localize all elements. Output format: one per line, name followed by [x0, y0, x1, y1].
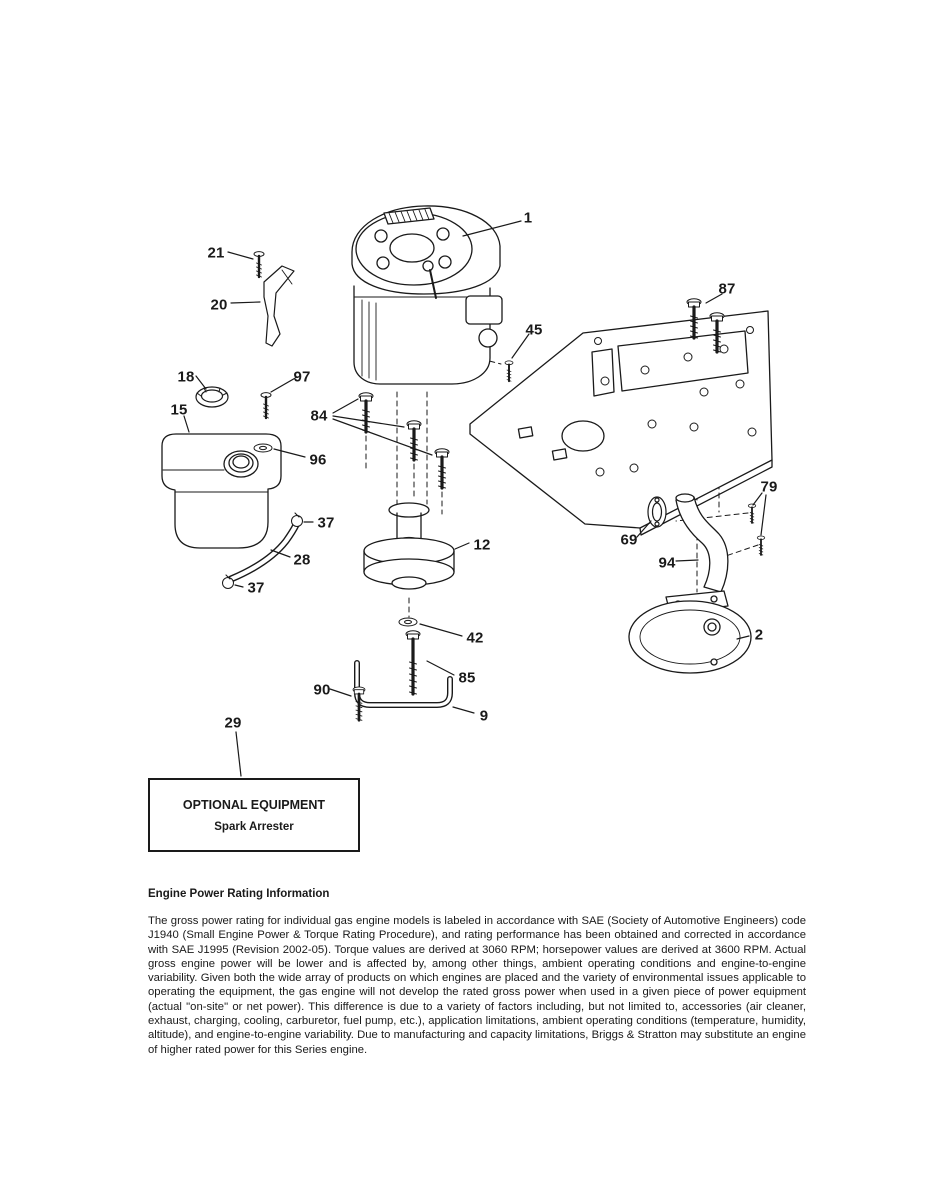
- part-callout-18: 18: [177, 368, 195, 386]
- part-callout-90: 90: [313, 681, 331, 699]
- part-callout-79: 79: [760, 478, 778, 496]
- part-callout-87: 87: [718, 280, 736, 298]
- part-callout-9: 9: [479, 707, 489, 725]
- part-callout-94: 94: [658, 554, 676, 572]
- part-callout-28: 28: [293, 551, 311, 569]
- engine-illustration: [352, 206, 502, 384]
- part-callout-96: 96: [309, 451, 327, 469]
- optional-equipment-title: OPTIONAL EQUIPMENT: [182, 797, 326, 812]
- info-heading: Engine Power Rating Information: [148, 888, 330, 900]
- part-callout-84: 84: [310, 407, 328, 425]
- screw-79-b: [757, 536, 765, 555]
- throttle-control-illustration: [264, 266, 294, 346]
- part-callout-97: 97: [293, 368, 311, 386]
- engine-power-rating-section: [148, 888, 806, 1057]
- washer-42: [399, 618, 417, 626]
- part-callout-69: 69: [620, 531, 638, 549]
- part-callout-15: 15: [170, 401, 188, 419]
- part-callout-12: 12: [473, 536, 491, 554]
- optional-equipment-item: Spark Arrester: [214, 820, 294, 833]
- part-callout-29: 29: [224, 714, 242, 732]
- engine-bolt-c: [435, 449, 449, 488]
- screw-21: [254, 252, 264, 277]
- muffler-illustration: [629, 591, 751, 673]
- engine-bolt-b: [407, 421, 421, 460]
- part-callout-37-b: 37: [247, 579, 265, 597]
- part-callout-42: 42: [466, 629, 484, 647]
- fuel-cap-illustration: [196, 387, 228, 407]
- exhaust-pipe-illustration: [676, 494, 728, 592]
- pulley-illustration: [364, 503, 454, 589]
- part-callout-85: 85: [458, 669, 476, 687]
- part-callout-1: 1: [523, 209, 533, 227]
- washer-96: [254, 444, 272, 452]
- guard-rod-illustration: [357, 663, 450, 705]
- part-callout-45: 45: [525, 321, 543, 339]
- info-body: The gross power rating for individual gas engine models is labeled in accordance with SAE (Society of Automotive Engineers) code J1940 (Small Engine Power & Torque Rating Procedure), and rating performance has been obtained and corrected in accordance with SAE J1995 (Revision 2002-05). Torque values are derived at 3060 RPM; horsepower values are derived at 3600 RPM. Actual gross engine power will be lower and is affected by, among other things, ambient operating conditions and engine-to-engine variability. Given both the wide array of products on which engines are placed and the variety of environmental issues applicable to operating the equipment, the gas engine will not develop the rated gross power when used in a given piece of power equipment (actual "on-site" or net power). This difference is due to a variety of factors including, but not limited to, accessories (air cleaner, exhaust, charging, cooling, carburetor, fuel pump, etc.), application limitations, ambient operating conditions (temperature, humidity, altitude), and engine-to-engine variability. Due to manufacturing and capacity limitations, Briggs & Stratton may substitute an engine of higher rated power for this Series engine.: [148, 915, 806, 1056]
- engine-bolt-a: [359, 393, 373, 432]
- screw-79-a: [748, 504, 756, 523]
- optional-equipment-box: [148, 778, 360, 852]
- bolt-85: [406, 631, 420, 694]
- part-callout-37-a: 37: [317, 514, 335, 532]
- screw-97: [261, 393, 271, 418]
- hose-clamp-upper: [292, 513, 303, 527]
- part-callout-20: 20: [210, 296, 228, 314]
- bolt-45: [505, 361, 513, 381]
- chassis-plate-illustration: [470, 311, 772, 535]
- exhaust-flange-illustration: [648, 497, 666, 527]
- dipstick-handle: [423, 261, 433, 271]
- part-callout-21: 21: [207, 244, 225, 262]
- part-callout-2: 2: [754, 626, 764, 644]
